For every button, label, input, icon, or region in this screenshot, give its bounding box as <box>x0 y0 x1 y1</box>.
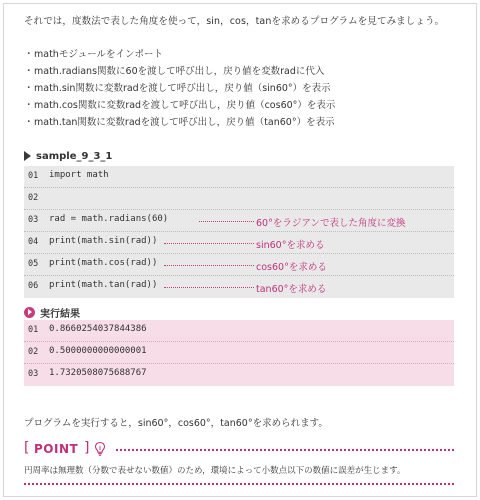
line-number: 04 <box>28 237 39 247</box>
result-line <box>24 364 454 386</box>
annotation-leader <box>199 221 254 222</box>
code-line <box>24 276 454 298</box>
code-line <box>24 166 454 188</box>
step-item: ・math.sin関数に変数radを渡して呼び出し，戻り値（sin60°）を表示 <box>24 83 331 94</box>
play-circle-icon <box>24 307 35 318</box>
line-number: 05 <box>28 259 39 269</box>
outro-text: プログラムを実行すると，sin60°，cos60°，tan60°を求められます。 <box>24 418 328 429</box>
code-line <box>24 210 454 232</box>
bracket-right: ] <box>84 440 90 456</box>
bracket-left: [ <box>24 440 30 456</box>
annotation-leader <box>164 243 254 244</box>
point-note: 円周率は無理数（分数で表せない数値）のため，環境によって小数点以下の数値に誤差が生じます。 <box>24 466 406 476</box>
line-number: 01 <box>28 171 39 181</box>
result-line <box>24 342 454 364</box>
code-annotation: tan60°を求める <box>256 284 327 295</box>
result-text: 1.7320508075688767 <box>49 368 147 378</box>
code-annotation: 60°をラジアンで表した角度に変換 <box>256 218 406 229</box>
intro-text: それでは，度数法で表した角度を使って，sin，cos，tanを求めるプログラムを見てみましょう。 <box>24 16 445 27</box>
point-heading <box>24 441 454 457</box>
lightbulb-icon <box>92 441 108 461</box>
code-text: import math <box>49 170 109 180</box>
result-text: 0.8660254037844386 <box>49 324 147 334</box>
code-line <box>24 254 454 276</box>
result-block <box>24 320 454 386</box>
code-text: print(math.cos(rad)) <box>49 258 158 268</box>
result-text: 0.5000000000000001 <box>49 346 147 356</box>
line-number: 06 <box>28 281 39 291</box>
code-annotation: sin60°を求める <box>256 240 325 251</box>
bottom-divider <box>24 483 454 485</box>
line-number: 03 <box>28 215 39 225</box>
code-line <box>24 232 454 254</box>
step-item: ・mathモジュールをインポート <box>24 49 163 60</box>
step-list <box>24 46 335 131</box>
result-line <box>24 320 454 342</box>
code-text: print(math.sin(rad)) <box>49 236 158 246</box>
triangle-marker-icon <box>24 151 31 161</box>
line-number: 02 <box>28 193 39 203</box>
sample-heading: sample_9_3_1 <box>24 149 112 163</box>
annotation-leader <box>164 265 254 266</box>
code-text: rad = math.radians(60) <box>49 214 169 224</box>
line-number: 02 <box>28 347 39 357</box>
code-line <box>24 188 454 210</box>
line-number: 03 <box>28 369 39 379</box>
step-item: ・math.radians関数に60を渡して呼び出し，戻り値を変数radに代入 <box>24 66 325 77</box>
step-item: ・math.tan関数に変数radを渡して呼び出し，戻り値（tan60°）を表示 <box>24 117 335 128</box>
point-label: POINT <box>34 442 79 456</box>
code-block <box>24 166 454 298</box>
line-number: 01 <box>28 325 39 335</box>
point-divider <box>116 449 454 451</box>
result-heading: 実行結果 <box>24 305 80 319</box>
code-annotation: cos60°を求める <box>256 262 327 273</box>
annotation-leader <box>164 287 254 288</box>
step-item: ・math.cos関数に変数radを渡して呼び出し，戻り値（cos60°）を表示 <box>24 100 336 111</box>
code-text: print(math.tan(rad)) <box>49 280 158 290</box>
